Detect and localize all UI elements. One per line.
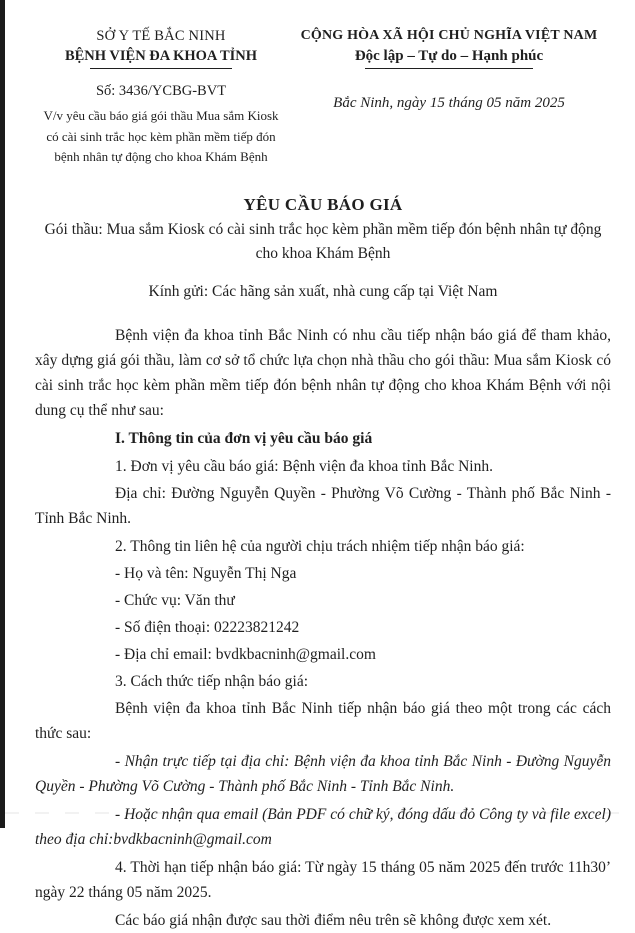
contact-phone-line: - Số điện thoại: 02223821242 bbox=[115, 618, 300, 636]
contact-email-line: - Địa chỉ email: bvdkbacninh@gmail.com bbox=[115, 645, 376, 663]
issuing-org-block bbox=[35, 28, 287, 168]
org-underline bbox=[90, 68, 232, 69]
document-subject: V/v yêu cầu báo giá gói thầu Mua sắm Kiosk có cài sinh trắc học kèm phần mềm tiếp đón bệnh nhân tự động cho khoa Khám Bệnh bbox=[43, 108, 279, 164]
national-title: CỘNG HÒA XÃ HỘI CHỦ NGHĨA VIỆT NAM bbox=[300, 28, 598, 43]
org-name: BỆNH VIỆN ĐA KHOA TỈNH bbox=[64, 48, 258, 64]
late-quotes-note: Các báo giá nhận được sau thời điểm nêu trên sẽ không được xem xét. bbox=[115, 911, 552, 929]
method-direct-line: - Nhận trực tiếp tại địa chỉ: Bệnh viện đa khoa tỉnh Bắc Ninh - Đường Nguyễn Quyền - Phường Võ Cường - Thành phố Bắc Ninh - Tỉnh Bắc Ninh. bbox=[35, 752, 611, 795]
document-body bbox=[35, 323, 611, 933]
item-4-deadline: 4. Thời hạn tiếp nhận báo giá: Từ ngày 15 tháng 05 năm 2025 đến trước 11h30’ ngày 22 tháng 05 năm 2025. bbox=[35, 858, 611, 901]
contact-name-line: - Họ và tên: Nguyễn Thị Nga bbox=[115, 564, 297, 582]
package-name: Gói thầu: Mua sắm Kiosk có cài sinh trắc học kèm phần mềm tiếp đón bệnh nhân tự động cho khoa Khám Bệnh bbox=[44, 220, 602, 262]
method-email-line: - Hoặc nhận qua email (Bản PDF có chữ ký, đóng dấu đỏ Công ty và file excel) theo địa chỉ:bvdkbacninh@gmail.com bbox=[35, 805, 611, 848]
item-3-reception-method: 3. Cách thức tiếp nhận báo giá: bbox=[115, 672, 309, 690]
section-1-heading: I. Thông tin của đơn vị yêu cầu báo giá bbox=[115, 429, 373, 447]
address-line: Địa chỉ: Đường Nguyễn Quyền - Phường Võ Cường - Thành phố Bắc Ninh - Tỉnh Bắc Ninh. bbox=[35, 484, 611, 527]
place-and-date: Bắc Ninh, ngày 15 tháng 05 năm 2025 bbox=[333, 95, 565, 111]
document-page bbox=[5, 0, 635, 929]
parent-org-name: SỞ Y TẾ BẮC NINH bbox=[96, 28, 226, 44]
national-header-block bbox=[287, 28, 611, 168]
document-header bbox=[35, 28, 611, 168]
method-intro-paragraph: Bệnh viện đa khoa tỉnh Bắc Ninh tiếp nhận báo giá theo một trong các cách thức sau: bbox=[35, 699, 611, 742]
item-2-contact-info: 2. Thông tin liên hệ của người chịu trách nhiệm tiếp nhận báo giá: bbox=[115, 537, 525, 555]
contact-title-line: - Chức vụ: Văn thư bbox=[115, 591, 235, 609]
intro-paragraph: Bệnh viện đa khoa tỉnh Bắc Ninh có nhu cầu tiếp nhận báo giá để tham khảo, xây dựng giá gói thầu, làm cơ sở tổ chức lựa chọn nhà thầu cho gói thầu: Mua sắm Kiosk có cài sinh trắc học kèm phần mềm tiếp đón bệnh nhân tự động cho khoa Khám Bệnh với nội dung cụ thể như sau: bbox=[35, 326, 611, 419]
national-motto: Độc lập – Tự do – Hạnh phúc bbox=[354, 48, 544, 64]
document-number: Số: 3436/YCBG-BVT bbox=[95, 83, 227, 99]
salutation: Kính gửi: Các hãng sản xuất, nhà cung cấp tại Việt Nam bbox=[148, 282, 498, 300]
item-1-requesting-unit: 1. Đơn vị yêu cầu báo giá: Bệnh viện đa khoa tỉnh Bắc Ninh. bbox=[115, 457, 493, 475]
motto-underline bbox=[365, 68, 533, 69]
document-title: YÊU CẦU BÁO GIÁ bbox=[243, 194, 403, 214]
